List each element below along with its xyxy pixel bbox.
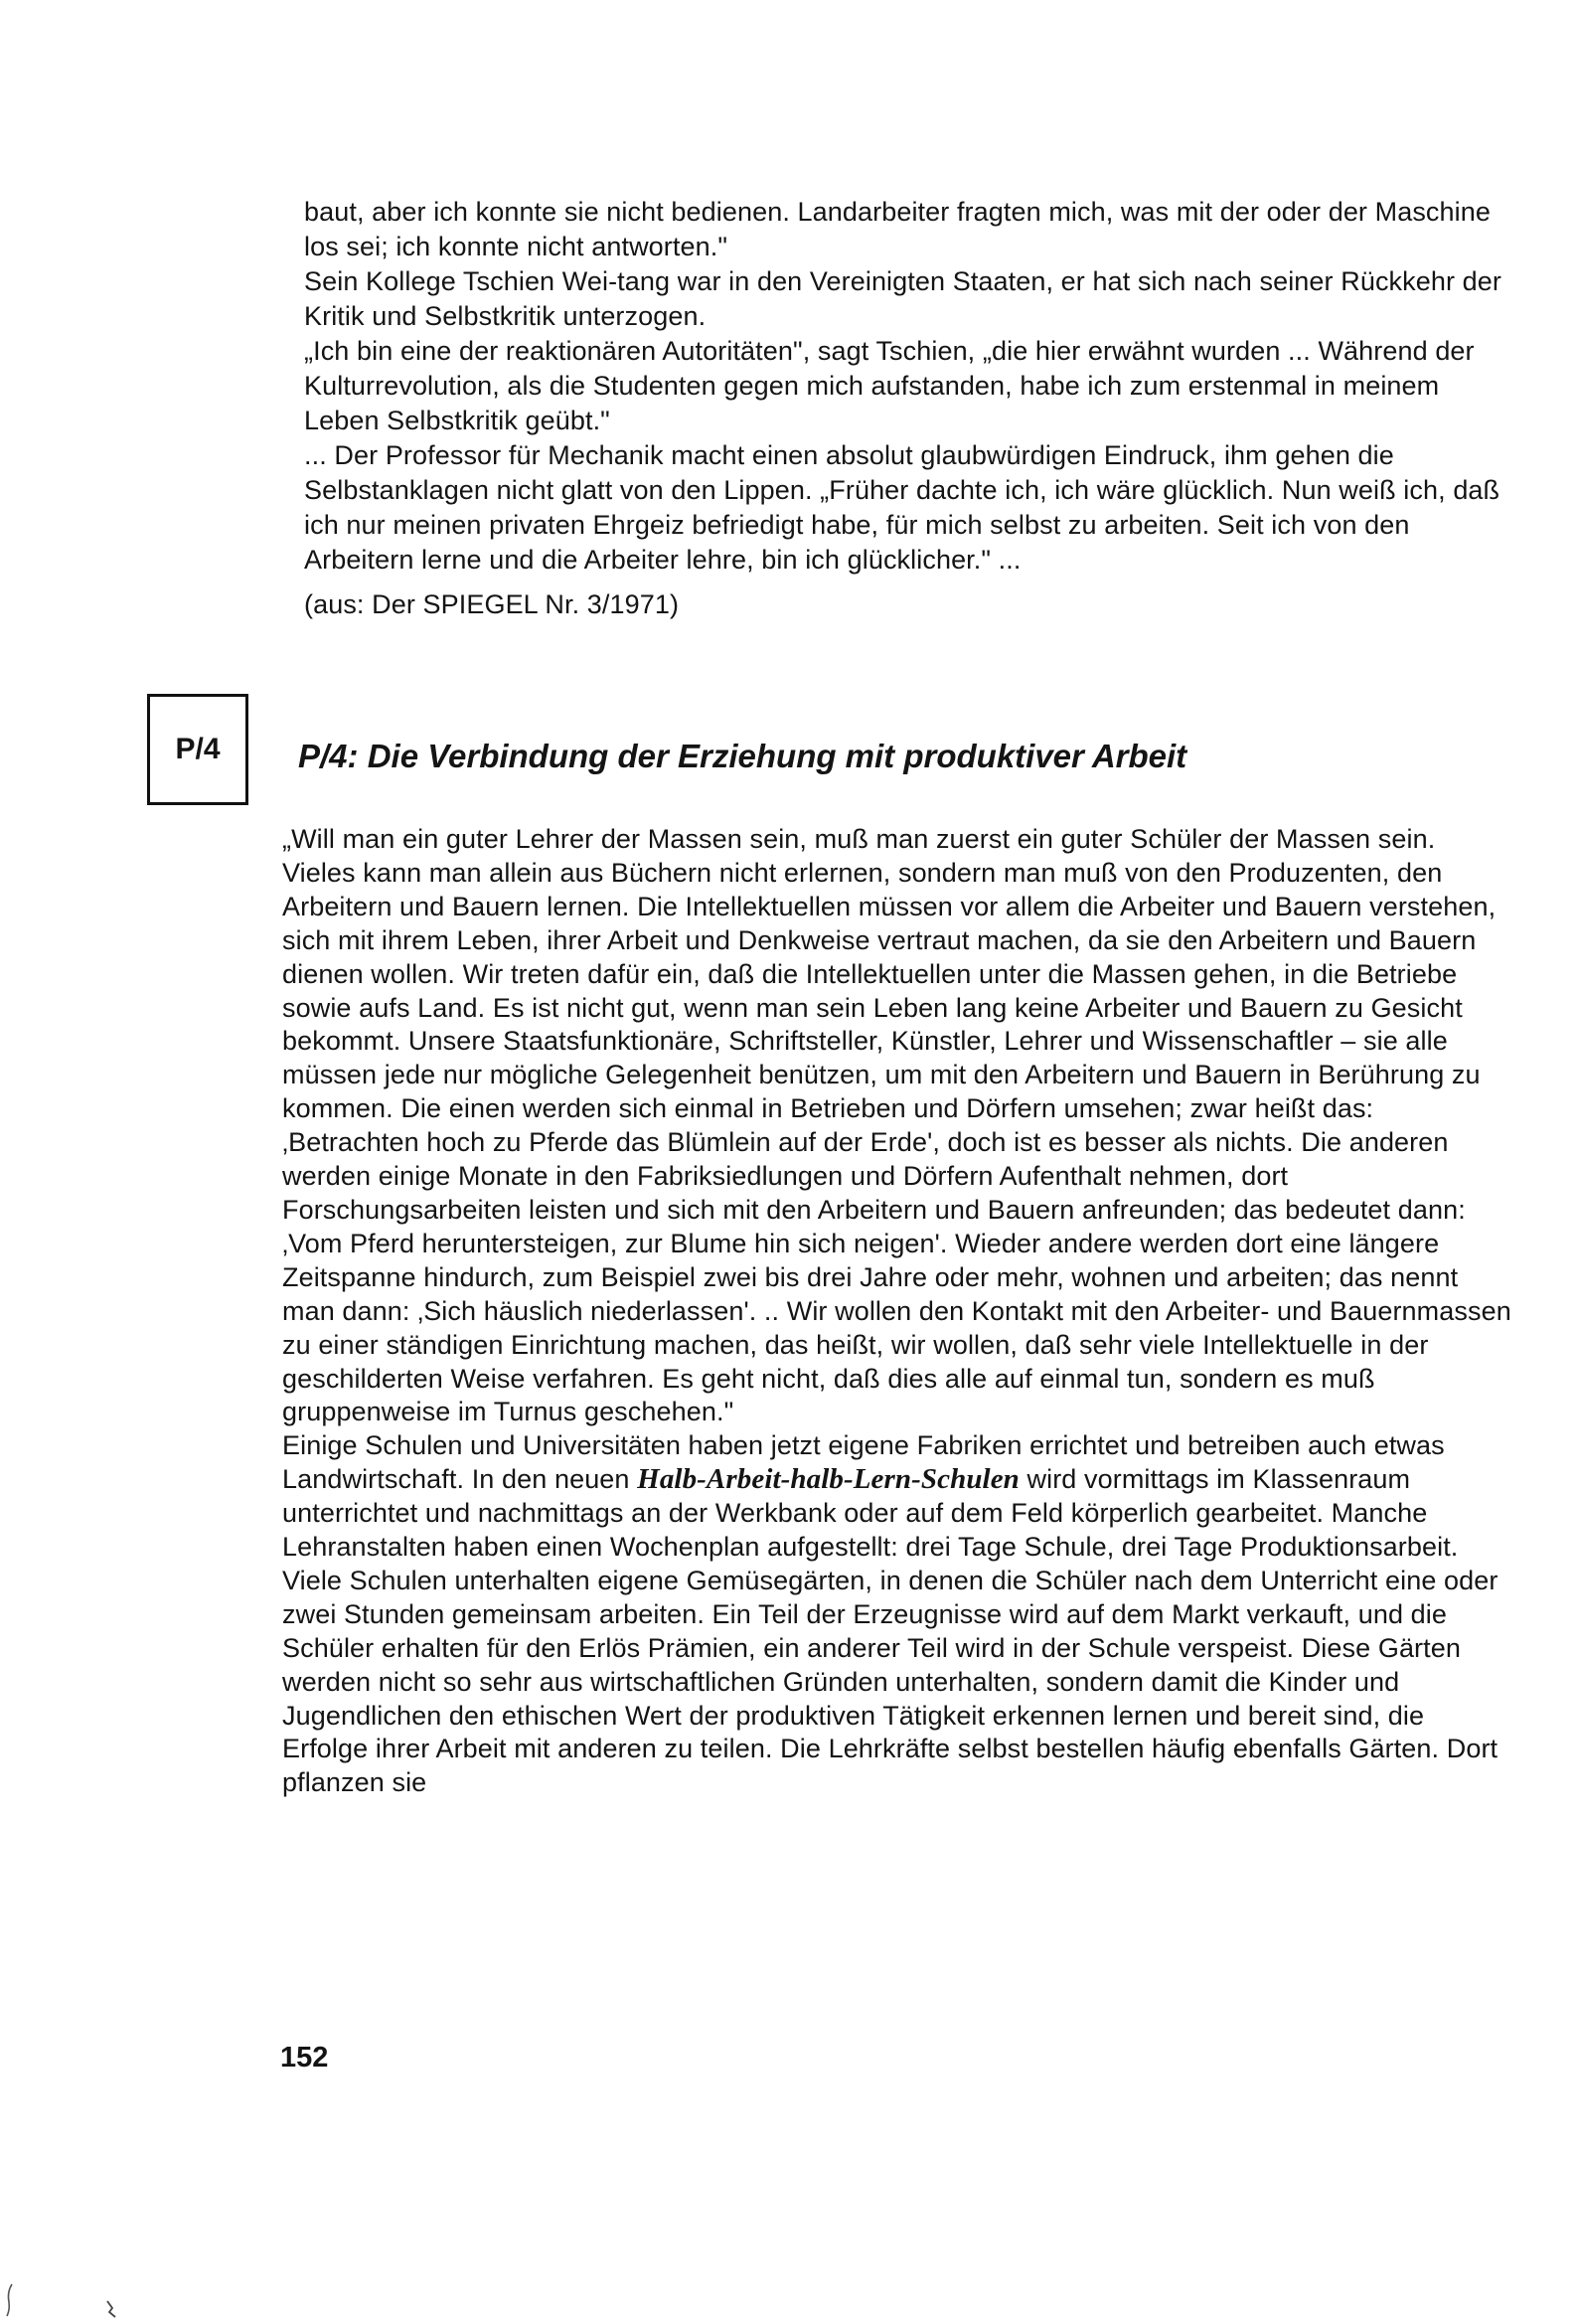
- paragraph: [282, 1429, 1514, 1800]
- scan-mark: [103, 2298, 121, 2320]
- emphasized-term: Halb-Arbeit-halb-Lern-Schulen: [637, 1463, 1020, 1496]
- section-marker-label: P/4: [175, 733, 221, 765]
- source-citation: (aus: Der SPIEGEL Nr. 3/1971): [304, 589, 680, 619]
- quoted-article-excerpt: [304, 195, 1516, 622]
- section-marker-box: [147, 694, 248, 805]
- scan-mark: [3, 2282, 17, 2318]
- page-number: 152: [280, 2042, 329, 2074]
- paragraph-quote: „Will man ein guter Lehrer der Massen sein, muß man zuerst ein guter Schüler der Massen sein. Vieles kann man allein aus Büchern nicht erlernen, sondern man muß von den Produzenten, den Arbeitern und Bauern lernen. Die Intellektuellen müssen vor allem die Arbeiter und Bauern verstehen, sich mit ihrem Leben, ihrer Arbeit und Denkweise vertraut machen, da sie den Arbeitern und Bauern dienen wollen. Wir treten dafür ein, daß die Intellektuellen unter die Massen gehen, in die Betriebe sowie aufs Land. Es ist nicht gut, wenn man sein Leben lang keine Arbeiter und Bauern zu Gesicht bekommt. Unsere Staatsfunktionäre, Schriftsteller, Künstler, Lehrer und Wissenschaftler – sie alle müssen jede nur mögliche Gelegenheit benützen, um mit den Arbeitern und Bauern in Berührung zu kommen. Die einen werden sich einmal in Betrieben und Dörfern umsehen; zwar heißt das: ‚Betrachten hoch zu Pferde das Blümlein auf der Erde', doch ist es besser als nichts. Die anderen werden einige Monate in den Fabriksiedlungen und Dörfern Aufenthalt nehmen, dort Forschungsarbeiten leisten und sich mit den Arbeitern und Bauern anfreunden; das bedeutet dann: ‚Vom Pferd heruntersteigen, zur Blume hin sich neigen'. Wieder andere werden dort eine längere Zeitspanne hindurch, zum Beispiel zwei bis drei Jahre oder mehr, wohnen und arbeiten; das nennt man dann: ‚Sich häuslich niederlassen'. .. Wir wollen den Kontakt mit den Arbeiter- und Bauernmassen zu einer ständigen Einrichtung machen, das heißt, wir wollen, daß sehr viele Intellektuelle in der geschilderten Weise verfahren. Es geht nicht, daß dies alle auf einmal tun, sondern es muß gruppenweise im Turnus geschehen.": [282, 824, 1511, 1427]
- section-heading: P/4: Die Verbindung der Erziehung mit produktiver Arbeit: [298, 738, 1187, 774]
- paragraph: ... Der Professor für Mechanik macht einen absolut glaubwürdigen Eindruck, ihm gehen die Selbstanklagen nicht glatt von den Lippen. „Früher dachte ich, ich wäre glücklich. Nun weiß ich, daß ich nur meinen privaten Ehrgeiz befriedigt habe, für mich selbst zu arbeiten. Seit ich von den Arbeitern lerne und die Arbeiter lehre, bin ich glücklicher." ...: [304, 440, 1500, 575]
- paragraph: „Ich bin eine der reaktionären Autoritäten", sagt Tschien, „die hier erwähnt wurden ... Während der Kulturrevolution, als die Studenten gegen mich aufstanden, habe ich zum erstenmal in meinem Leben Selbstkritik geübt.": [304, 336, 1475, 435]
- paragraph: baut, aber ich konnte sie nicht bedienen. Landarbeiter fragten mich, was mit der oder der Maschine los sei; ich konnte nicht antworten.": [304, 197, 1491, 261]
- text-run: Einige Schulen und Universitäten haben jetzt eigene Fabriken errichtet und betreiben auch etwas Landwirtschaft. In den neuen: [282, 1430, 1445, 1495]
- text-run: wird vormittags im Klassenraum unterrichtet und nachmittags an der Werkbank oder auf dem Feld körperlich gearbeitet. Manche Lehranstalten haben einen Wochenplan aufgestellt: drei Tage Schule, drei Tage Produktionsarbeit. Viele Schulen unterhalten eigene Gemüsegärten, in denen die Schüler nach dem Unterricht eine oder zwei Stunden gemeinsam arbeiten. Ein Teil der Erzeugnisse wird auf dem Markt verkauft, und die Schüler erhalten für den Erlös Prämien, ein anderer Teil wird in der Schule verspeist. Diese Gärten werden nicht so sehr aus wirtschaftlichen Gründen unterhalten, sondern damit die Kinder und Jugendlichen den ethischen Wert der produktiven Tätigkeit erkennen lernen und bereit sind, die Erfolge ihrer Arbeit mit anderen zu teilen. Die Lehrkräfte selbst bestellen häufig ebenfalls Gärten. Dort pflanzen sie: [282, 1464, 1498, 1798]
- paragraph: Sein Kollege Tschien Wei-tang war in den Vereinigten Staaten, er hat sich nach seiner Rückkehr der Kritik und Selbstkritik unterzogen.: [304, 266, 1501, 331]
- section-body: [282, 823, 1514, 1800]
